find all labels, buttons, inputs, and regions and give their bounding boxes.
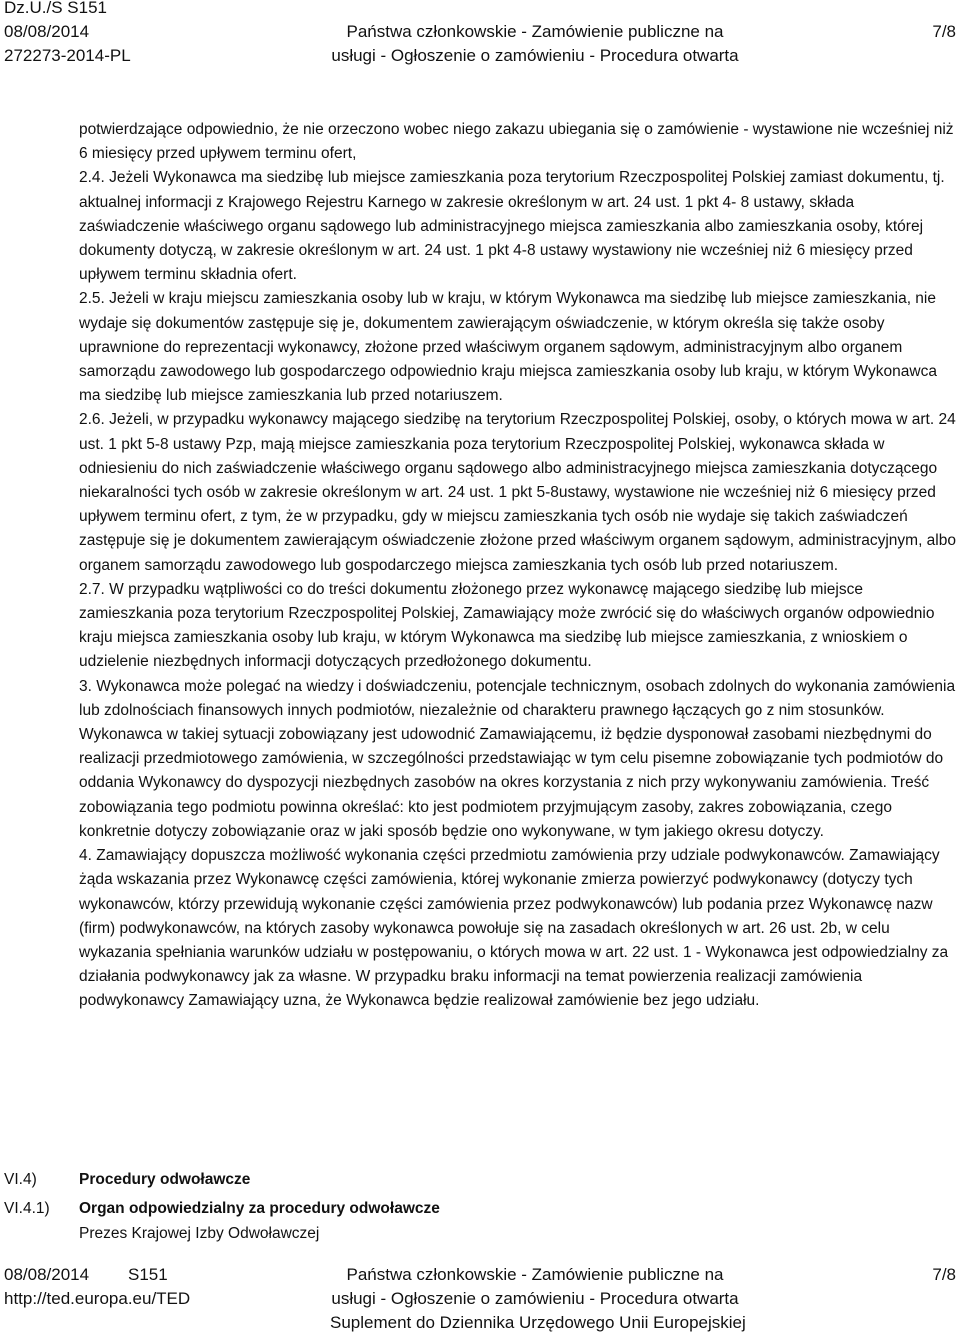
document-body	[79, 118, 957, 1014]
paragraph: 2.7. W przypadku wątpliwości co do treści dokumentu złożonego przez wykonawcę mającego siedzibę lub miejsce zamieszkania poza terytorium Rzeczpospolitej Polskiej, Zamawiający może zwrócić się do właściwych organów odpowiednio kraju miejsca zamieszkania osoby lub kraju, w którym Wykonawca ma siedzibę lub miejsce zamieszkania, z wnioskiem o udzielenie niezbędnych informacji dotyczących przedłożonego dokumentu.	[79, 580, 935, 671]
paragraph: 4. Zamawiający dopuszcza możliwość wykonania części przedmiotu zamówienia przy udziale podwykonawców. Zamawiający żąda wskazania przez Wykonawcę części zamówienia, której wykonanie zmierza powierzyć podwykonawcy (dotyczy tych wykonawców, którzy przewidują wykonanie części zamówienia przez podwykonawców) lub podania przez Wykonawcę nazw (firm) podwykonawców, na których zasoby wykonawca powołuje się na zasadach określonych w art. 26 ust. 2b, w celu wykazania spełniania warunków udziału w postępowaniu, o których mowa w art. 22 ust. 1 - Wykonawca jest odpowiedzialny za działania podwykonawcy jak za własne. W przypadku braku informacji na temat powierzenia realizacji zamówienia podwykonawcy Zamawiający uzna, że Wykonawca będzie realizował zamówienie bez jego udziału.	[79, 847, 949, 1010]
footer-title-line1: Państwa członkowskie - Zamówienie publiczne na	[346, 1265, 724, 1284]
header-page-number: 7/8	[932, 22, 956, 41]
section-number: VI.4.1)	[4, 1200, 50, 1217]
section-title: Procedury odwoławcze	[79, 1171, 251, 1188]
header-date: 08/08/2014	[4, 22, 90, 41]
paragraph: potwierdzające odpowiednio, że nie orzeczono wobec niego zakazu ubiegania się o zamówienie - wystawione nie wcześniej niż 6 miesięcy przed upływem terminu ofert,	[79, 121, 954, 163]
footer-page-number: 7/8	[932, 1265, 956, 1284]
footer-date: 08/08/2014	[4, 1265, 90, 1284]
footer-supplement: Suplement do Dziennika Urzędowego Unii Europejskiej	[330, 1313, 746, 1332]
notice-id: 272273-2014-PL	[4, 46, 131, 65]
paragraph: 2.5. Jeżeli w kraju miejscu zamieszkania osoby lub w kraju, w którym Wykonawca ma siedzibę lub miejsce zamieszkania, nie wydaje się dokumentów zastępuje się je, dokumentem zawierającym oświadczenie, w którym określa się także osoby uprawnione do reprezentacji wykonawcy, złożone przed właściwym organem sądowym, administracyjnym albo organem samorządu zawodowego lub gospodarczego odpowiednio kraju miejsca zamieszkania osoby lub kraju, w którym Wykonawca ma siedzibę lub miejsce zamieszkania lub przed notariuszem.	[79, 290, 937, 405]
doc-reference: Dz.U./S S151	[4, 0, 107, 17]
paragraph: 2.6. Jeżeli, w przypadku wykonawcy mającego siedzibę na terytorium Rzeczpospolitej Polskiej, osoby, o których mowa w art. 24 ust. 1 pkt 5-8 ustawy Pzp, mają miejsce zamieszkania poza terytorium Rzeczpospolitej Polskiej, wykonawca składa w odniesieniu do nich zaświadczenie właściwego organu sądowego albo administracyjnego miejsca zamieszkania dotyczącego niekaralności tych osób w zakresie określonym w art. 24 ust. 1 pkt 5-8ustawy, wystawione nie wcześniej niż 6 miesięcy przed upływem terminu ofert, z tym, że w przypadku, gdy w miejscu zamieszkania tych osób nie wydaje się takich zaświadczeń zastępuje się je dokumentem zawierającym oświadczenie złożone przed właściwym organem sądowym, administracyjnym, albo organem samorządu zawodowego lub gospodarczego miejsca zamieszkania tych osób lub przed notariuszem.	[79, 411, 956, 574]
section-title: Organ odpowiedzialny za procedury odwoławcze	[79, 1200, 440, 1217]
header-title-line2: usługi - Ogłoszenie o zamówieniu - Procedura otwarta	[331, 46, 739, 65]
paragraph: 3. Wykonawca może polegać na wiedzy i doświadczeniu, potencjale technicznym, osobach zdolnych do wykonania zamówienia lub zdolnościach finansowych innych podmiotów, niezależnie od charakteru prawnego łączących go z nim stosunków. Wykonawca w takiej sytuacji zobowiązany jest udowodnić Zamawiającemu, iż będzie dysponował zasobami niezbędnymi do realizacji przedmiotowego zamówienia, w szczególności przedstawiając w tym celu pisemne zobowiązanie tych podmiotów do oddania Wykonawcy do dyspozycji niezbędnych zasobów na okres korzystania z nich przy wykonywaniu zamówienia. Treść zobowiązania tego podmiotu powinna określać: kto jest podmiotem przyjmującym zasoby, zakres zobowiązania, czego konkretnie dotyczy zobowiązanie oraz w jaki sposób będzie ono wykonywane, w tym jakiego okresu dotyczy.	[79, 677, 956, 840]
footer-title-line2: usługi - Ogłoszenie o zamówieniu - Procedura otwarta	[331, 1289, 739, 1308]
section-text: Prezes Krajowej Izby Odwoławczej	[79, 1225, 320, 1242]
paragraph: 2.4. Jeżeli Wykonawca ma siedzibę lub miejsce zamieszkania poza terytorium Rzeczpospolitej Polskiej zamiast dokumentu, tj. aktualnej informacji z Krajowego Rejestru Karnego w zakresie określonym w art. 24 ust. 1 pkt 4- 8 ustawy, składa zaświadczenie właściwego organu sądowego lub administracyjnego miejsca zamieszkania albo zamieszkania osoby, której dokumenty dotyczą, w zakresie określonym w art. 24 ust. 1 pkt 4-8 ustawy wystawiony nie wcześniej niż 6 miesięcy przed upływem terminu składnia ofert.	[79, 169, 945, 284]
header-title-line1: Państwa członkowskie - Zamówienie publiczne na	[346, 22, 724, 41]
footer-series: S151	[128, 1265, 168, 1284]
footer-url[interactable]: http://ted.europa.eu/TED	[4, 1289, 191, 1308]
section-number: VI.4)	[4, 1171, 37, 1188]
